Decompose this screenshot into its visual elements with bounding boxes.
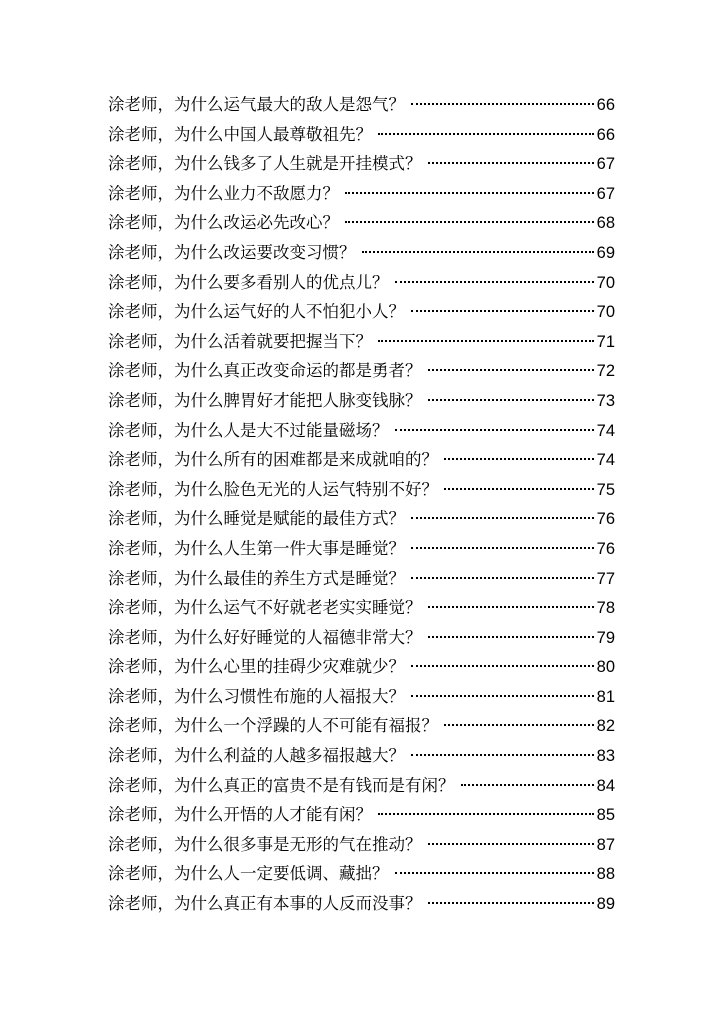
toc-entry[interactable] — [108, 711, 615, 741]
toc-entry-title: 涂老师，为什么钱多了人生就是开挂模式？ — [108, 154, 422, 174]
toc-page-number: 85 — [596, 806, 615, 825]
toc-entry-title: 涂老师，为什么运气最大的敌人是怨气？ — [108, 95, 405, 114]
toc-entry[interactable] — [108, 830, 615, 860]
toc-page-number: 68 — [596, 214, 615, 233]
toc-dot-leader — [461, 784, 594, 786]
toc-page-number: 89 — [596, 895, 615, 914]
toc-page-number: 71 — [596, 332, 615, 351]
toc-entry-title: 涂老师，为什么真正改变命运的都是勇者？ — [108, 361, 422, 381]
toc-entry-title: 涂老师，为什么改运要改变习惯？ — [108, 242, 356, 262]
toc-entry-title: 涂老师，为什么脸色无光的人运气特别不好？ — [108, 479, 438, 499]
toc-entry[interactable] — [108, 859, 615, 889]
toc-entry[interactable] — [108, 179, 615, 209]
table-of-contents — [108, 90, 615, 919]
toc-dot-leader — [444, 458, 594, 460]
toc-entry-title: 涂老师，为什么利益的人越多福报越大？ — [108, 746, 405, 766]
toc-entry[interactable] — [108, 445, 615, 475]
toc-dot-leader — [428, 606, 594, 608]
toc-dot-leader — [428, 369, 594, 371]
toc-page-number: 67 — [596, 184, 615, 203]
toc-page-number: 70 — [596, 273, 615, 292]
toc-dot-leader — [411, 695, 594, 697]
toc-dot-leader — [378, 340, 594, 342]
toc-entry-title: 涂老师，为什么人是大不过能量磁场？ — [108, 420, 389, 440]
toc-dot-leader — [411, 665, 594, 667]
toc-entry-title: 涂老师，为什么一个浮躁的人不可能有福报？ — [108, 716, 438, 736]
toc-page-number: 66 — [596, 125, 615, 144]
toc-dot-leader — [411, 547, 594, 549]
toc-entry-title: 涂老师，为什么运气好的人不怕犯小人？ — [108, 302, 405, 322]
toc-entry-title: 涂老师，为什么人生第一件大事是睡觉？ — [108, 538, 405, 558]
toc-entry[interactable] — [108, 120, 615, 150]
toc-dot-leader — [444, 724, 594, 726]
toc-page-number: 69 — [596, 243, 615, 262]
toc-entry[interactable] — [108, 268, 615, 298]
toc-page-number: 73 — [596, 391, 615, 410]
toc-page-number: 74 — [596, 451, 615, 470]
toc-dot-leader — [428, 636, 594, 638]
toc-entry-title: 涂老师，为什么活着就要把握当下？ — [108, 331, 372, 351]
toc-dot-leader — [378, 813, 594, 815]
toc-dot-leader — [444, 488, 594, 490]
toc-dot-leader — [345, 221, 594, 223]
toc-entry-title: 涂老师，为什么运气不好就老老实实睡觉？ — [108, 598, 422, 618]
toc-entry-title: 涂老师，为什么要多看别人的优点儿？ — [108, 272, 389, 292]
toc-entry-title: 涂老师，为什么很多事是无形的气在推动？ — [108, 834, 422, 854]
toc-entry[interactable] — [108, 416, 615, 446]
toc-entry-title: 涂老师，为什么中国人最尊敬祖先？ — [108, 124, 372, 144]
toc-dot-leader — [428, 162, 594, 164]
toc-page-number: 87 — [596, 835, 615, 854]
toc-dot-leader — [378, 133, 594, 135]
toc-dot-leader — [428, 843, 594, 845]
toc-page-number: 72 — [596, 362, 615, 381]
toc-dot-leader — [411, 577, 594, 579]
toc-entry[interactable] — [108, 741, 615, 771]
toc-entry-title: 涂老师，为什么习惯性布施的人福报大？ — [108, 686, 405, 706]
toc-entry[interactable] — [108, 356, 615, 386]
toc-page-number: 76 — [596, 539, 615, 558]
toc-entry[interactable] — [108, 238, 615, 268]
toc-dot-leader — [395, 872, 594, 874]
toc-entry[interactable] — [108, 208, 615, 238]
toc-entry[interactable] — [108, 682, 615, 712]
toc-dot-leader — [411, 310, 594, 312]
toc-page-number: 78 — [596, 599, 615, 618]
toc-entry[interactable] — [108, 771, 615, 801]
toc-entry-title: 涂老师，为什么改运必先改心？ — [108, 213, 339, 233]
toc-entry-title: 涂老师，为什么脾胃好才能把人脉变钱脉？ — [108, 390, 422, 410]
toc-entry-title: 涂老师，为什么真正的富贵不是有钱而是有闲？ — [108, 775, 455, 795]
toc-dot-leader — [428, 399, 594, 401]
toc-entry-title: 涂老师，为什么最佳的养生方式是睡觉？ — [108, 568, 405, 588]
toc-entry-title: 涂老师，为什么开悟的人才能有闲？ — [108, 805, 372, 825]
toc-page-number: 81 — [596, 687, 615, 706]
toc-entry-title: 涂老师，为什么人一定要低调、藏拙？ — [108, 864, 389, 884]
toc-page-number: 82 — [596, 717, 615, 736]
toc-entry[interactable] — [108, 800, 615, 830]
toc-page-number: 88 — [596, 865, 615, 884]
toc-page-number: 76 — [596, 510, 615, 529]
toc-page-number: 67 — [596, 155, 615, 174]
toc-entry[interactable] — [108, 534, 615, 564]
toc-page-number: 74 — [596, 421, 615, 440]
toc-entry[interactable] — [108, 504, 615, 534]
toc-entry[interactable] — [108, 623, 615, 653]
toc-entry-title: 涂老师，为什么睡觉是赋能的最佳方式？ — [108, 509, 405, 529]
toc-dot-leader — [411, 103, 594, 105]
toc-dot-leader — [345, 192, 594, 194]
toc-entry[interactable] — [108, 475, 615, 505]
toc-dot-leader — [411, 754, 594, 756]
toc-page-number: 79 — [596, 628, 615, 647]
toc-entry[interactable] — [108, 90, 615, 120]
toc-entry[interactable] — [108, 149, 615, 179]
toc-entry[interactable] — [108, 564, 615, 594]
toc-page-number: 77 — [596, 569, 615, 588]
toc-entry-title: 涂老师，为什么所有的困难都是来成就咱的？ — [108, 450, 438, 470]
toc-page-number: 66 — [596, 96, 615, 114]
toc-entry[interactable] — [108, 297, 615, 327]
toc-page-number: 83 — [596, 747, 615, 766]
toc-dot-leader — [428, 902, 594, 904]
toc-entry-title: 涂老师，为什么好好睡觉的人福德非常大？ — [108, 627, 422, 647]
toc-entry[interactable] — [108, 889, 615, 919]
toc-dot-leader — [411, 517, 594, 519]
toc-dot-leader — [395, 281, 594, 283]
toc-page-number: 75 — [596, 480, 615, 499]
toc-entry-title: 涂老师，为什么真正有本事的人反而没事？ — [108, 894, 422, 914]
toc-dot-leader — [395, 429, 594, 431]
toc-page-number: 84 — [596, 776, 615, 795]
toc-entry[interactable] — [108, 652, 615, 682]
toc-entry-title: 涂老师，为什么业力不敌愿力？ — [108, 183, 339, 203]
toc-page-number: 80 — [596, 658, 615, 677]
toc-dot-leader — [362, 251, 594, 253]
toc-entry[interactable] — [108, 593, 615, 623]
toc-page-number: 70 — [596, 303, 615, 322]
toc-entry[interactable] — [108, 327, 615, 357]
toc-entry-title: 涂老师，为什么心里的挂碍少灾难就少？ — [108, 657, 405, 677]
toc-entry[interactable] — [108, 386, 615, 416]
